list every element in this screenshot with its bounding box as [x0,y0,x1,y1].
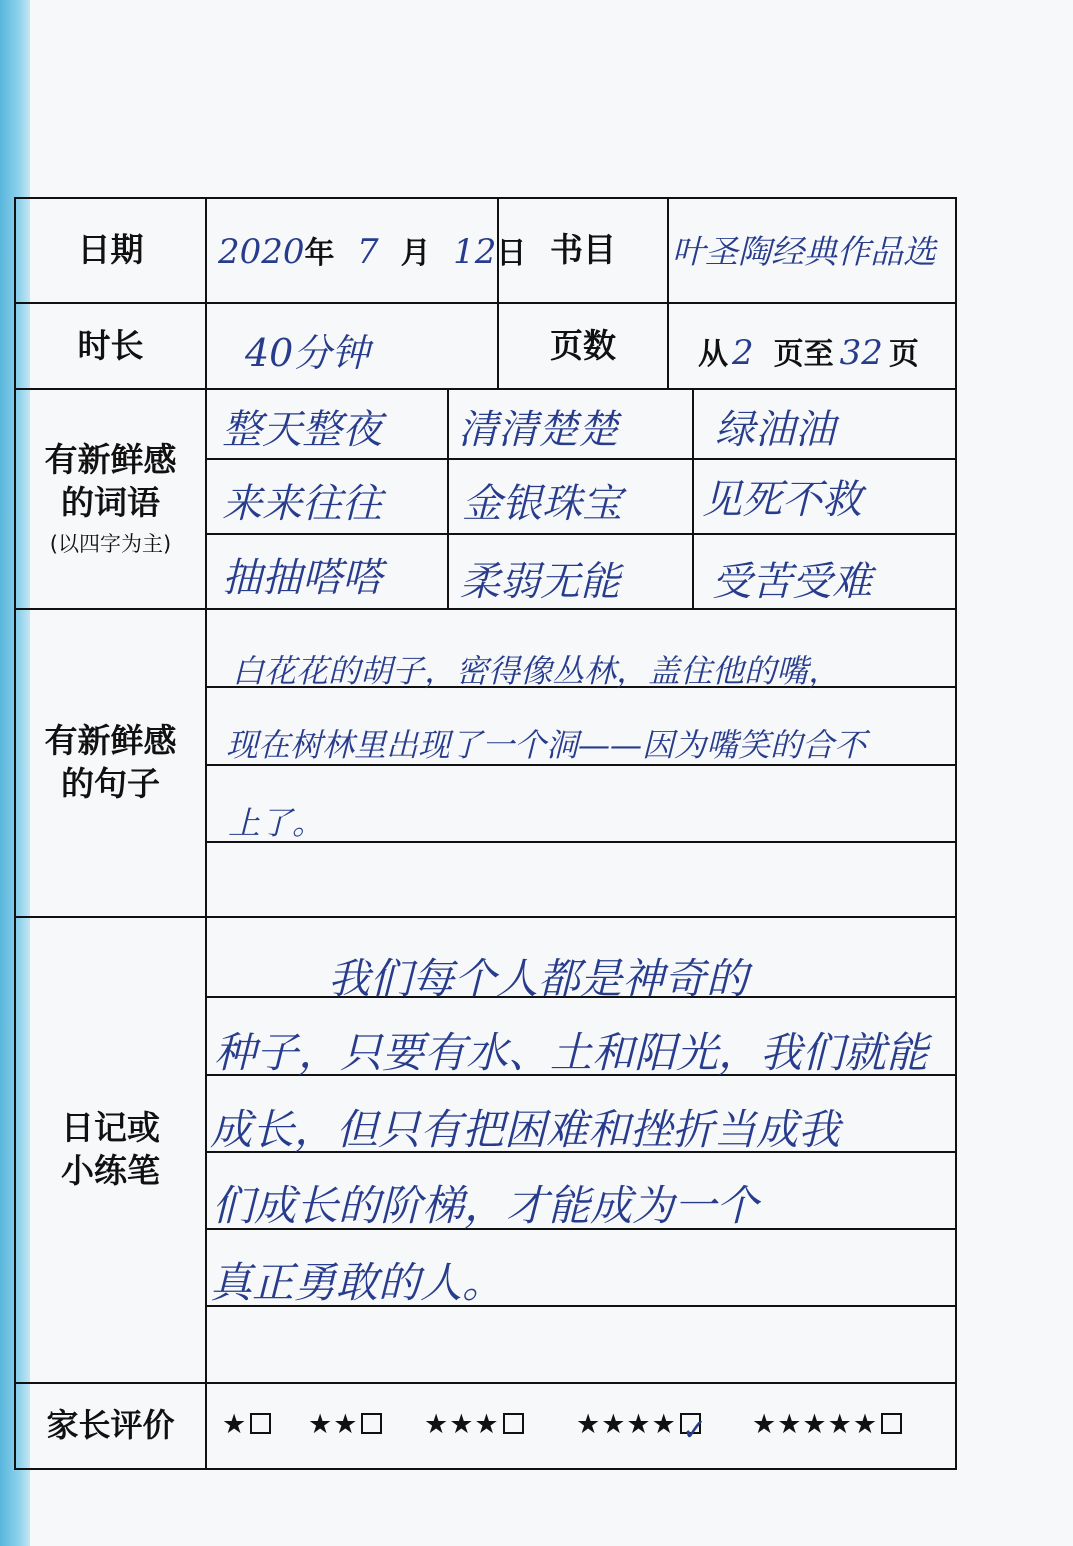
diary-line[interactable]: 我们每个人都是神奇的 [328,954,749,1003]
word-item[interactable]: 绿油油 [715,407,835,453]
word-item[interactable]: 抽抽嗒嗒 [222,555,382,601]
word-item[interactable]: 金银珠宝 [462,481,622,527]
date-value[interactable]: 2020年 7 月 12日 [218,232,527,272]
word-item[interactable]: 受苦受难 [712,559,872,605]
word-item[interactable]: 清清楚楚 [458,407,618,453]
diary-line[interactable]: 们成长的阶梯，才能成为一个 [212,1181,759,1230]
words-sublabel: (以四字为主) [49,532,172,557]
rating-checkbox[interactable] [881,1413,902,1434]
sentence-line[interactable]: 上了。 [228,804,325,842]
diary-line[interactable]: 成长，但只有把困难和挫折当成我 [210,1105,841,1154]
word-item[interactable]: 来来往往 [222,481,382,527]
pages-from: 2 [732,333,754,373]
sentence-line[interactable]: 现在树林里出现了一个洞——因为嘴笑的合不 [226,726,867,764]
date-day: 12 [453,232,497,272]
rating-checkbox[interactable] [361,1413,382,1434]
rating-checkbox[interactable] [250,1413,271,1434]
sentences-label: 有新鲜感的句子 [44,721,177,803]
diary-label: 日记或小练笔 [61,1108,160,1190]
check-mark-icon: ✓ [682,1413,708,1448]
rating-option-5[interactable]: ★★★★★ [752,1409,902,1440]
date-label: 日期 [77,230,144,270]
book-title[interactable]: 叶圣陶经典作品选 [672,232,936,271]
pages-to: 32 [839,333,883,373]
word-item[interactable]: 柔弱无能 [460,559,620,605]
date-year: 2020 [218,232,305,272]
rating-checkbox[interactable] [503,1413,524,1434]
pages-label: 页数 [550,325,616,365]
pages-value[interactable]: 从 2 页至 32 页 [698,333,919,373]
date-month: 7 [356,232,379,272]
word-item[interactable]: 整天整夜 [222,407,382,453]
parent-rating-label: 家长评价 [46,1406,175,1445]
rating-option-2[interactable]: ★★ [308,1409,382,1440]
diary-line[interactable]: 真正勇敢的人。 [210,1258,505,1307]
duration-value[interactable]: 40分钟 [245,331,370,375]
word-item[interactable]: 见死不救 [702,477,862,523]
rating-option-3[interactable]: ★★★ [424,1409,524,1440]
book-label: 书目 [550,230,616,270]
duration-label: 时长 [77,325,144,365]
diary-line[interactable]: 种子，只要有水、土和阳光，我们就能 [214,1028,929,1077]
rating-option-4[interactable]: ★★★★ [576,1409,701,1440]
rating-option-1[interactable]: ★ [222,1409,271,1440]
sentence-line[interactable]: 白花花的胡子，密得像丛林，盖住他的嘴， [232,652,841,690]
words-label-cell [16,390,205,608]
words-label: 有新鲜感的词语 [44,440,177,523]
